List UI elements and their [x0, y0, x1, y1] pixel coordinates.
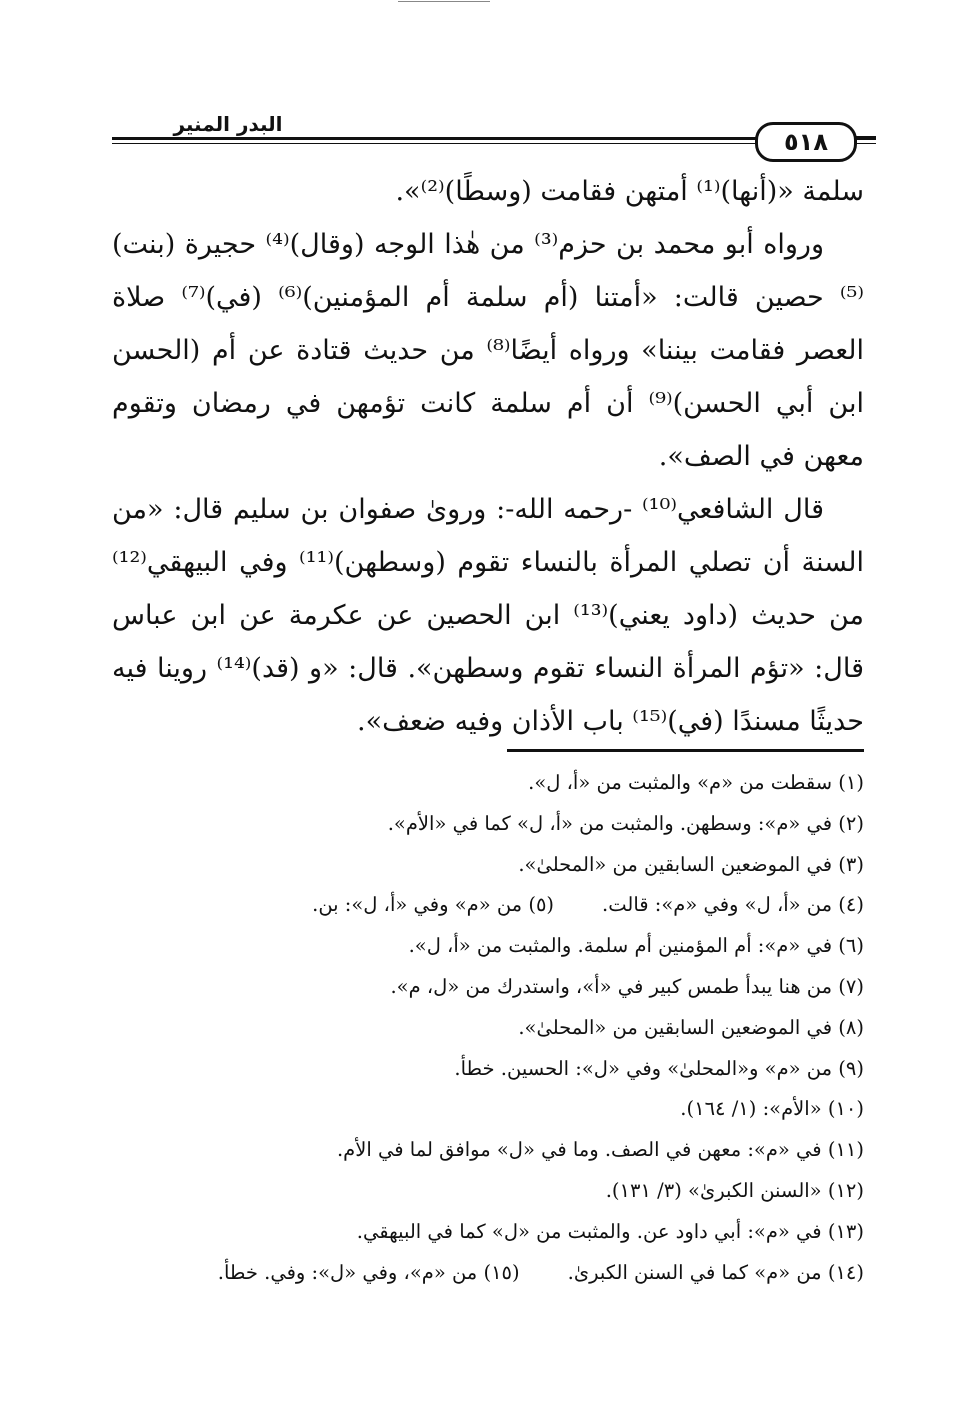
footnote: (١٢) «السنن الكبرىٰ» (٣/ ١٣١).	[605, 1178, 864, 1202]
footnote: (٦) في «م»: أم المؤمنين أم سلمة. والمثبت من «أ، ل».	[408, 934, 864, 958]
book-title: البدر المنير	[173, 112, 283, 136]
footnote: (٨) في الموضعين السابقين من «المحلىٰ».	[518, 1015, 864, 1039]
top-edge-line	[398, 1, 490, 2]
footnote: (١) سقطت من «م» والمثبت من «أ، ل».	[528, 771, 864, 794]
footnote: (٣) في الموضعين السابقين من «المحلىٰ».	[518, 852, 864, 876]
main-text	[112, 165, 864, 748]
footnote-separator	[507, 749, 864, 752]
footnote: (٩) من «م» و«المحلىٰ» وفي «ل»: الحسين. خطأ.	[454, 1056, 864, 1080]
footnote: (١٤) من «م» كما في السنن الكبرىٰ.	[567, 1260, 864, 1284]
footnote: (١١) في «م»: معهن في الصف. وما في «ل» موافق لما في الأم.	[336, 1138, 864, 1162]
footnote: (٤) من «أ، ل» وفي «م»: قالت.	[602, 893, 864, 917]
footnotes	[150, 763, 864, 1293]
footnote: (١٠) «الأم»: (١/ ١٦٤).	[680, 1097, 864, 1121]
footnote-row-double	[150, 1253, 864, 1294]
footnote: (٧) من هنا يبدأ طمس كبير في «أ»، واستدرك من «ل، م».	[390, 974, 864, 998]
paragraph: ورواه أبو محمد بن حزم⁽³⁾ من هٰذا الوجه (وقال)⁽⁴⁾ حجيرة (بنت)⁽⁵⁾ حصين قالت: «أمتنا (أم سلمة أم المؤمنين)⁽⁶⁾ (في)⁽⁷⁾ صلاة العصر فقامت بيننا» ورواه أيضًا⁽⁸⁾ من حديث قتادة عن أم (الحسن ابن أبي الحسن)⁽⁹⁾ أن أم سلمة كانت تؤمهن في رمضان وتقوم معهن في الصف».	[112, 229, 865, 472]
paragraph: سلمة «(أنها)⁽¹⁾ أمتهن فقامت (وسطًا)⁽²⁾».	[395, 176, 864, 207]
footnote: (٢) في «م»: وسطهن. والمثبت من «أ، ل» كما في «الأم».	[387, 811, 864, 835]
page-number: ٥١٨	[755, 122, 857, 162]
paragraph: قال الشافعي⁽¹⁰⁾ -رحمه الله-: وروىٰ صفوان بن سليم قال: «من السنة أن تصلي المرأة بالنساء تقوم (وسطهن)⁽¹¹⁾ وفي البيهقي⁽¹²⁾ من حديث (داود يعني)⁽¹³⁾ ابن الحصين عن عكرمة عن ابن عباس قال: «تؤم المرأة النساء تقوم وسطهن». قال: «و (قد)⁽¹⁴⁾ روينا فيه حديثًا مسندًا (في)⁽¹⁵⁾ باب الأذان وفيه ضعف».	[112, 494, 864, 737]
footnote-row-double	[150, 885, 864, 926]
footnote: (١٥) من «م»، وفي «ل»: وفي. خطأ.	[217, 1260, 520, 1284]
footnote: (١٣) في «م»: أبي داود عن. والمثبت من «ل» كما في البيهقي.	[356, 1219, 864, 1243]
footnote: (٥) من «م» وفي «أ، ل»: بن.	[312, 893, 555, 917]
